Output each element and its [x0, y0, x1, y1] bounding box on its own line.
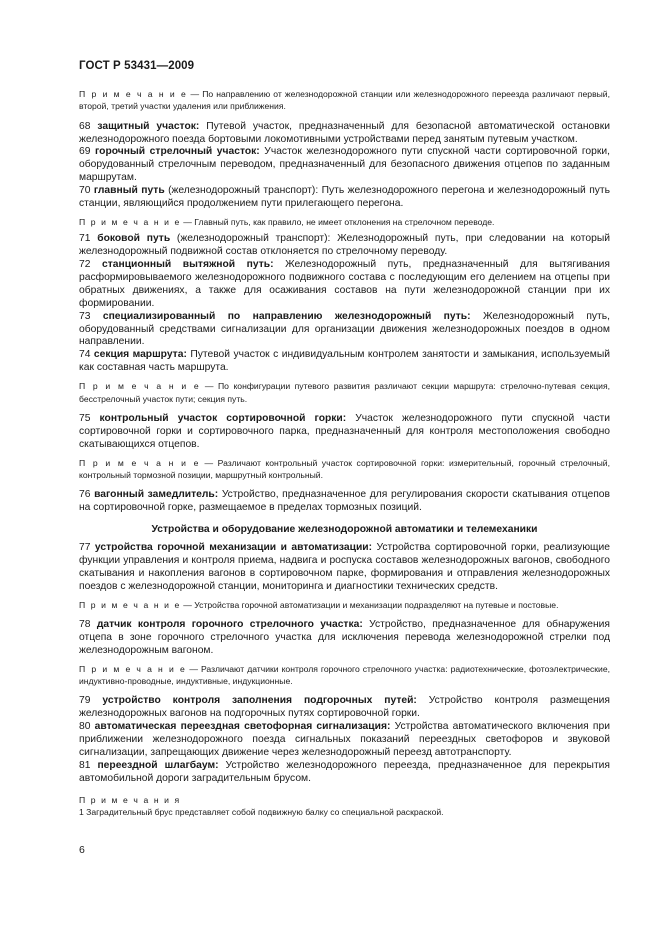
term-number: 76 — [79, 489, 95, 501]
notes-heading: П р и м е ч а н и я — [79, 794, 181, 805]
term-number: 70 — [79, 185, 94, 197]
term-definition: Устройство, предназначенное для обнаружения отцепа в зоне горочного стрелочного участка для исключения перевода железнодорожной стрелки под железнодорожным вагоном. — [79, 618, 610, 656]
term-definition: Путевой участок с индивидуальным контролем занятости и замыкания, используемый как составная часть маршрута. — [79, 349, 610, 374]
note-text: — По конфигурации путевого развития различают секции маршрута: стрелочно-путевая секция, бесстрелочный участок пути; секция путь. — [79, 381, 611, 404]
term-81 — [79, 760, 610, 786]
note-e — [79, 599, 610, 611]
term-name: защитный участок: — [97, 120, 200, 132]
term-70 — [79, 185, 610, 211]
term-definition: Железнодорожный путь, предназначенный для вытягивания расформировываемого железнодорожного подвижного состава с последующим его делением на отцепы при обратных движениях, а также для осаживания составов на пути железнодорожной станции при их формировании. — [79, 259, 610, 309]
term-definition: (железнодорожный транспорт): Путь железнодорожного перегона и железнодорожный путь станции, являющийся продолжением пути прилегающего перегона. — [79, 185, 610, 210]
term-definition: Участок железнодорожного пути спускной части сортировочной горки и сортировочного парка, предназначенный для контроля местоположения свободно скатывающихся отцепов. — [79, 412, 610, 450]
note-c — [79, 380, 610, 405]
note-d — [79, 457, 610, 482]
term-number: 80 — [79, 720, 95, 732]
term-68 — [79, 121, 610, 147]
term-69 — [79, 146, 610, 185]
term-definition: Железнодорожный путь, оборудованный средствами сигнализации для организации движения железнодорожных поездов в одном направлении. — [79, 310, 611, 348]
note-1: 1 Заградительный брус представляет собой подвижную балку со специальной раскраской. — [79, 806, 444, 817]
term-77 — [79, 542, 610, 594]
term-number: 74 — [79, 349, 94, 361]
term-number: 71 — [79, 233, 98, 245]
term-76 — [79, 489, 610, 515]
term-number: 68 — [79, 120, 98, 132]
document-header: ГОСТ Р 53431—2009 — [79, 60, 195, 72]
note-label: П р и м е ч а н и е — [79, 599, 181, 610]
term-name: переездной шлагбаум: — [97, 759, 219, 771]
term-name: автоматическая переездная светофорная сигнализация: — [94, 720, 391, 732]
term-definition: (железнодорожный транспорт): Железнодорожный путь, при следовании на который железнодорожный подвижной состав отклоняется по стрелочному переводу. — [79, 233, 610, 258]
note-a — [79, 88, 610, 113]
document-body — [79, 88, 610, 818]
term-number: 77 — [79, 541, 95, 553]
term-74 — [79, 349, 610, 375]
term-definition: Устройства автоматического включения при приближении железнодорожного поезда сигнальных показаний переездных светофоров и звуковой сигнализации, запрещающих движение через железнодорожный переезд автотранспорту. — [79, 720, 610, 758]
term-number: 78 — [79, 618, 97, 630]
term-number: 75 — [79, 412, 100, 424]
term-73 — [79, 311, 610, 350]
term-name: вагонный замедлитель: — [94, 489, 219, 501]
note-text: — Главный путь, как правило, не имеет отклонения на стрелочном переводе. — [180, 216, 495, 227]
term-definition: Устройство, предназначенное для регулирования скорости скатывания отцепов на сортировочной горке, размещаемое в пределах тормозных позиций. — [79, 489, 610, 514]
note-label: П р и м е ч а н и е — [79, 381, 201, 392]
term-number: 69 — [79, 146, 96, 158]
term-number: 72 — [79, 259, 103, 271]
term-number: 81 — [79, 759, 98, 771]
note-text: — Различают датчики контроля горочного стрелочного участка: радиотехнические, фотоэлектрические, индуктивно-проводные, индуктивные, индукционные. — [79, 663, 611, 686]
note-label: П р и м е ч а н и е — [79, 89, 188, 99]
term-name: устройства горочной механизации и автоматизации: — [94, 541, 373, 553]
term-name: секция маршрута: — [93, 349, 187, 361]
term-name: горочный стрелочный участок: — [95, 146, 260, 158]
term-name: специализированный по направлению железнодорожный путь: — [102, 310, 471, 322]
term-71 — [79, 233, 610, 259]
term-78 — [79, 619, 610, 658]
term-name: боковой путь — [97, 233, 171, 245]
page-number: 6 — [79, 844, 85, 856]
note-text: — По направлению от железнодорожной станции или железнодорожного переезда различают первый, второй, третий участки удаления или приближения. — [79, 89, 610, 112]
term-72 — [79, 259, 610, 311]
term-75 — [79, 413, 610, 452]
note-b — [79, 216, 610, 228]
note-label: П р и м е ч а н и е — [79, 457, 201, 468]
term-name: датчик контроля горочного стрелочного участка: — [96, 618, 363, 630]
note-f — [79, 663, 610, 688]
term-number: 79 — [79, 695, 103, 707]
term-definition: Участок железнодорожного пути спускной части сортировочной горки, оборудованный стрелочным переводом, предназначенный для безопасного движения отцепов по заданным маршрутам. — [79, 146, 610, 184]
note-label: П р и м е ч а н и е — [79, 216, 181, 227]
term-number: 73 — [79, 310, 103, 322]
note-label: П р и м е ч а н и е — [79, 663, 187, 674]
note-text: — Устройства горочной автоматизации и механизации подразделяют на путевые и постовые. — [180, 599, 559, 610]
term-name: контрольный участок сортировочной горки: — [99, 412, 347, 424]
term-definition: Устройство железнодорожного переезда, предназначенное для перекрытия автомобильной дороги заградительным брусом. — [79, 759, 610, 784]
term-name: станционный вытяжной путь: — [102, 259, 274, 271]
note-text: — Различают контрольный участок сортировочной горки: измерительный, горочный стрелочный, контрольный тормозной позиции, маршрутный контрольный. — [79, 457, 610, 480]
term-79 — [79, 695, 610, 721]
section-title: Устройства и оборудование железнодорожной автоматики и телемеханики — [151, 523, 538, 535]
term-name: главный путь — [93, 185, 165, 197]
term-80 — [79, 721, 610, 760]
term-name: устройство контроля заполнения подгорочных путей: — [102, 695, 417, 707]
term-definition: Путевой участок, предназначенный для безопасной автоматической остановки железнодорожного поезда бортовыми локомотивными устройствами перед занятым путевым участком. — [79, 120, 610, 145]
term-definition: Устройства сортировочной горки, реализующие функции управления и контроля приема, надвига и роспуска составов железнодорожных вагонов, свободного скатывания и накопления вагонов в сортировочном парке, формирования и отправления железнодорожных поездов с железнодорожной станции, мониторинга и диагностики технических средств. — [79, 541, 610, 592]
term-definition: Устройство контроля размещения железнодорожных вагонов на подгорочных путях сортировочной горки. — [79, 695, 610, 720]
